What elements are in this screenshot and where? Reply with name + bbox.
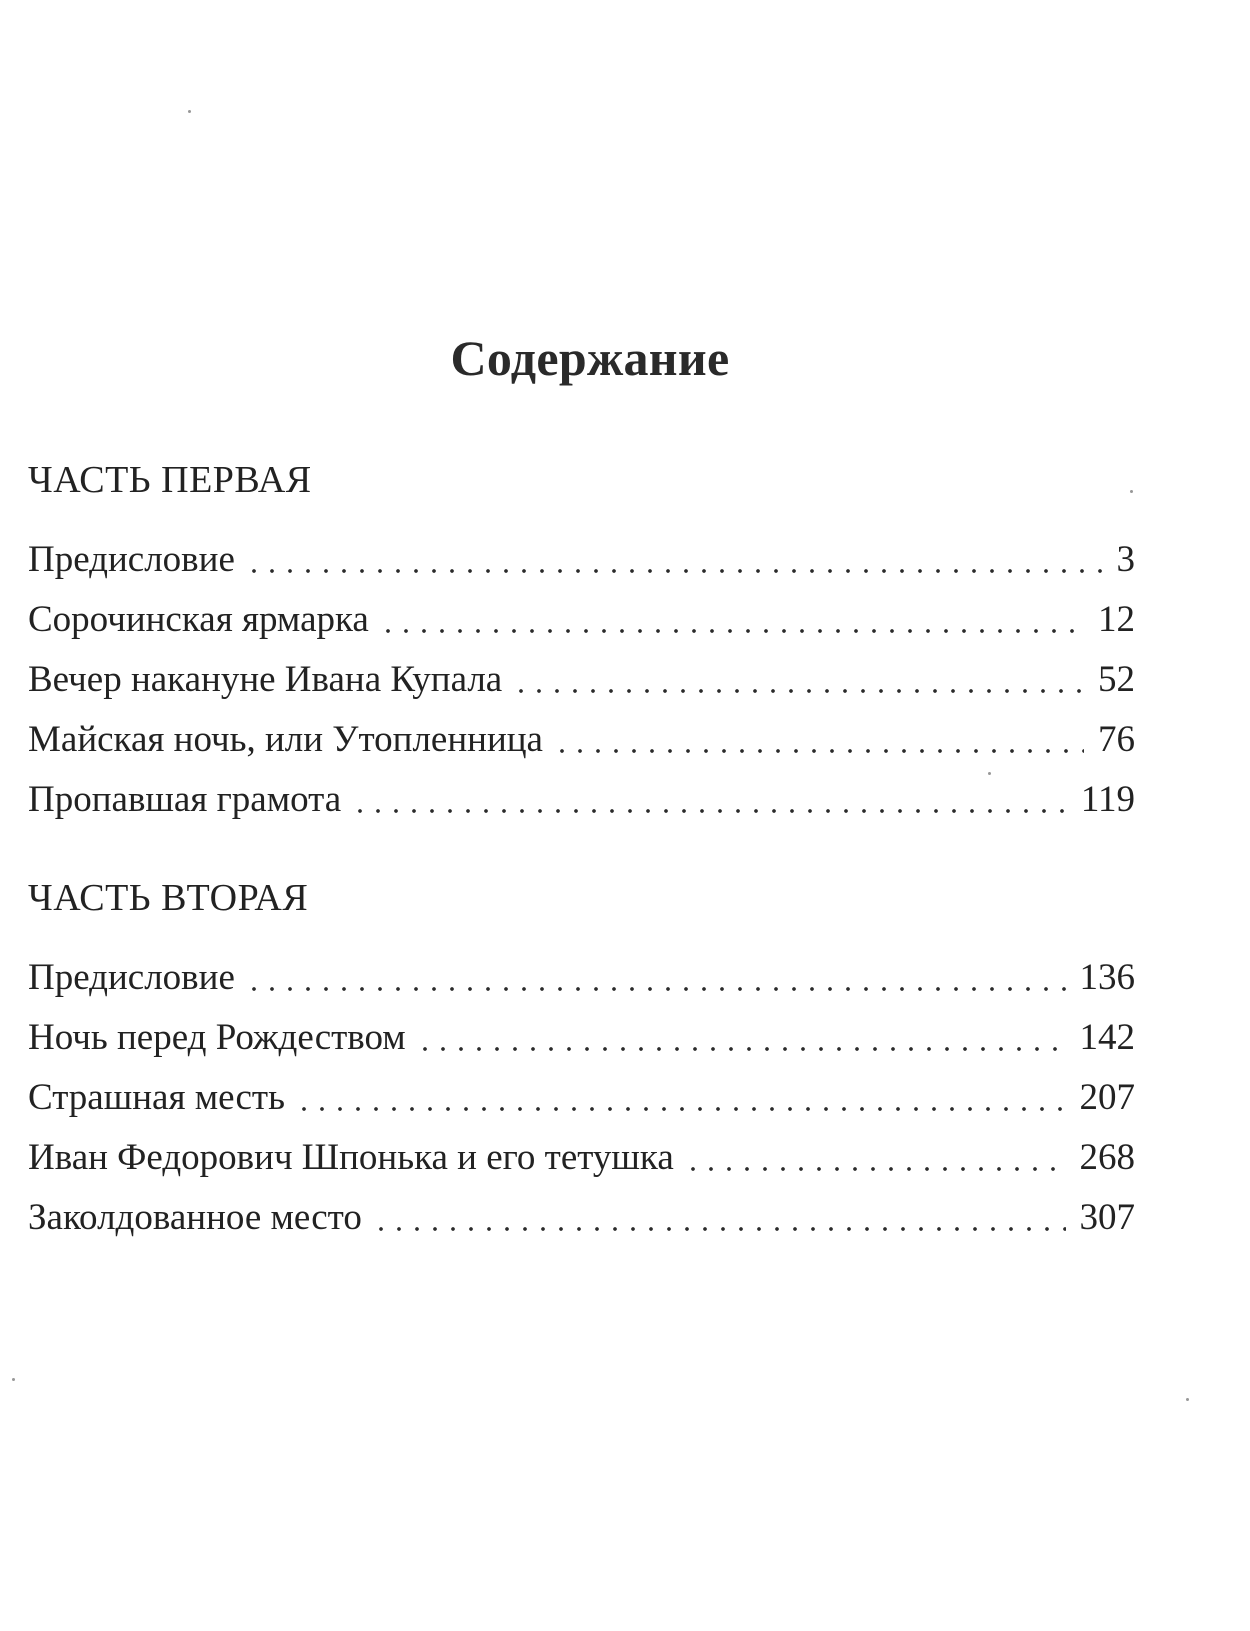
toc-part-1 — [28, 456, 1135, 830]
dot-leader — [245, 986, 1066, 992]
toc-entry[interactable] — [28, 530, 1135, 590]
toc-entry-page: 3 — [1116, 539, 1135, 580]
dot-leader — [553, 748, 1084, 754]
toc-entry[interactable] — [28, 710, 1135, 770]
toc-entry[interactable] — [28, 1128, 1135, 1188]
toc-entry-page: 12 — [1098, 599, 1135, 640]
dot-leader — [372, 1226, 1066, 1232]
scan-speck — [12, 1378, 15, 1381]
toc-list — [28, 530, 1135, 830]
dot-leader — [295, 1106, 1066, 1112]
toc-entry-title: Заколдованное место — [28, 1197, 362, 1238]
toc-entry-page: 119 — [1080, 779, 1135, 820]
toc-entry-title: Вечер накануне Ивана Купала — [28, 659, 503, 700]
scan-speck — [188, 110, 191, 113]
toc-entry[interactable] — [28, 1008, 1135, 1068]
toc-entry-title: Предисловие — [28, 957, 235, 998]
toc-entry-page: 268 — [1079, 1137, 1135, 1178]
scan-speck — [1130, 490, 1133, 493]
toc-entry-title: Иван Федорович Шпонька и его тетушка — [28, 1137, 674, 1178]
dot-leader — [245, 568, 1103, 574]
dot-leader — [416, 1046, 1066, 1052]
toc-entry-page: 307 — [1079, 1197, 1135, 1238]
toc-entry-title: Ночь перед Рождеством — [28, 1017, 406, 1058]
toc-part-2 — [28, 874, 1135, 1248]
dot-leader — [351, 808, 1067, 814]
toc-entry[interactable] — [28, 1068, 1135, 1128]
part-heading: ЧАСТЬ ВТОРАЯ — [28, 877, 309, 919]
toc-entry-page: 52 — [1098, 659, 1135, 700]
page-title: Содержание — [450, 330, 730, 386]
toc-entry[interactable] — [28, 770, 1135, 830]
scan-speck — [1186, 1398, 1189, 1401]
toc-list — [28, 948, 1135, 1248]
dot-leader — [379, 628, 1084, 634]
toc-entry-title: Страшная месть — [28, 1077, 285, 1118]
toc-entry[interactable] — [28, 1188, 1135, 1248]
toc-entry[interactable] — [28, 590, 1135, 650]
toc-entry-page: 76 — [1098, 719, 1135, 760]
toc-entry-title: Сорочинская ярмарка — [28, 599, 369, 640]
part-heading: ЧАСТЬ ПЕРВАЯ — [28, 459, 312, 501]
toc-entry-title: Предисловие — [28, 539, 235, 580]
toc-entry-page: 142 — [1079, 1017, 1135, 1058]
toc-entry-page: 136 — [1079, 957, 1135, 998]
toc-entry-page: 207 — [1079, 1077, 1135, 1118]
toc-entry-title: Майская ночь, или Утопленница — [28, 719, 543, 760]
toc-entry[interactable] — [28, 650, 1135, 710]
dot-leader — [512, 688, 1084, 694]
toc-entry[interactable] — [28, 948, 1135, 1008]
dot-leader — [684, 1166, 1066, 1172]
toc-entry-title: Пропавшая грамота — [28, 779, 342, 820]
